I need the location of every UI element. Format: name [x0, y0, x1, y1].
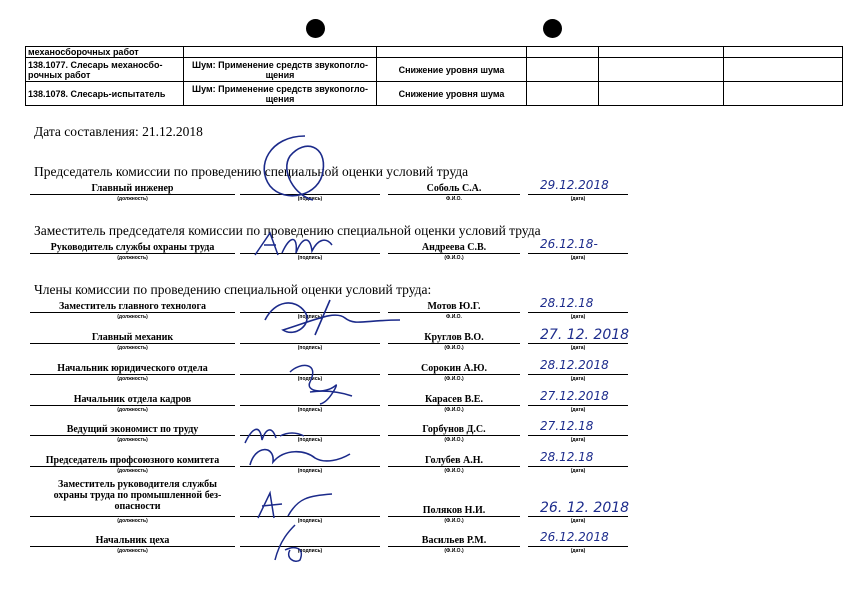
signature-caption: (подпись) — [297, 345, 323, 351]
workplace-cell: 138.1077. Слесарь механосбо-рочных работ — [26, 58, 184, 82]
name-caption: (Ф.И.О.) — [444, 548, 464, 554]
factor-cell: Шум: Применение средств звукопогло-щения — [184, 82, 377, 106]
date-handwritten: 28.12.2018 — [540, 358, 609, 372]
position-line — [30, 435, 235, 436]
name-text: Голубев А.Н. — [424, 455, 484, 466]
date-caption: (дата) — [570, 196, 586, 202]
deputy-section-title: Заместитель председателя комиссии по проведению специальной оценки условий труда — [34, 223, 541, 238]
name-caption: (Ф.И.О.) — [444, 518, 464, 524]
position-caption: (должность) — [117, 376, 148, 382]
position-text: Начальник юридического отдела — [57, 363, 208, 374]
name-caption: (Ф.И.О.) — [444, 255, 464, 261]
date-caption: (дата) — [570, 376, 586, 382]
position-caption: (должность) — [117, 314, 148, 320]
name-line — [388, 516, 520, 517]
position-text: Начальник цеха — [95, 535, 170, 546]
chairman-section-title: Председатель комиссии по проведению специальной оценки условий труда — [34, 164, 469, 179]
signature-member-3 — [280, 352, 360, 407]
measure-cell: Снижение уровня шума — [377, 58, 527, 82]
signature-member-1 — [255, 290, 405, 345]
date-line — [528, 374, 628, 375]
date-line — [528, 546, 628, 547]
name-caption: (Ф.И.О.) — [444, 468, 464, 474]
name-text: Андреева С.В. — [421, 242, 487, 253]
position-line — [30, 312, 235, 313]
date-caption: (дата) — [570, 468, 586, 474]
factor-cell: Шум: Применение средств звукопогло-щения — [184, 58, 377, 82]
name-line — [388, 466, 520, 467]
position-caption: (должность) — [117, 345, 148, 351]
date-line — [528, 435, 628, 436]
date-line — [528, 405, 628, 406]
date-caption: (дата) — [570, 314, 586, 320]
name-caption: (Ф.И.О.) — [444, 407, 464, 413]
measures-table — [25, 46, 843, 106]
workplace-cell: 138.1078. Слесарь-испытатель — [26, 82, 184, 106]
name-text: Сорокин А.Ю. — [420, 363, 488, 374]
signature-deputy — [250, 225, 340, 265]
date-handwritten: 27. 12. 2018 — [540, 327, 630, 343]
signature-caption: (подпись) — [297, 407, 323, 413]
date-caption: (дата) — [570, 407, 586, 413]
date-caption: (дата) — [570, 255, 586, 261]
measure-cell: Снижение уровня шума — [377, 82, 527, 106]
name-line — [388, 374, 520, 375]
date-line — [528, 343, 628, 344]
date-handwritten: 28.12.18 — [540, 296, 594, 310]
name-caption: (Ф.И.О.) — [444, 437, 464, 443]
date-caption: (дата) — [570, 548, 586, 554]
position-line — [30, 253, 235, 254]
signature-member-8 — [265, 520, 315, 565]
name-caption: Ф.И.О. — [446, 196, 462, 202]
signature-caption: (подпись) — [297, 518, 323, 524]
name-caption: (Ф.И.О.) — [444, 376, 464, 382]
position-caption: (должность) — [117, 407, 148, 413]
date-handwritten: 26.12.18- — [540, 237, 598, 251]
position-line — [30, 343, 235, 344]
signature-member-6 — [245, 440, 355, 470]
name-line — [388, 343, 520, 344]
name-line — [388, 194, 520, 195]
date-caption: (дата) — [570, 518, 586, 524]
date-caption: (дата) — [570, 437, 586, 443]
signature-caption: (подпись) — [297, 376, 323, 382]
date-caption: (дата) — [570, 345, 586, 351]
position-line — [30, 466, 235, 467]
name-text: Поляков Н.И. — [422, 505, 486, 516]
measure-cell — [377, 47, 527, 58]
name-line — [388, 405, 520, 406]
name-caption: (Ф.И.О.) — [444, 345, 464, 351]
date-handwritten: 27.12.2018 — [540, 389, 609, 403]
name-line — [388, 546, 520, 547]
position-text: Начальник отдела кадров — [73, 394, 192, 405]
date-compiled: Дата составления: 21.12.2018 — [34, 124, 203, 139]
position-text: Заместитель главного технолога — [58, 301, 207, 312]
position-text: Заместитель руководителя службы охраны труда по промышленной без-опасности — [53, 479, 222, 512]
name-caption: Ф.И.О. — [446, 314, 462, 320]
name-text: Васильев Р.М. — [421, 535, 487, 546]
table-row — [26, 58, 843, 82]
date-line — [528, 466, 628, 467]
position-caption: (должность) — [117, 548, 148, 554]
punch-hole-left — [306, 19, 325, 38]
signature-caption: (подпись) — [297, 255, 323, 261]
position-caption: (должность) — [117, 518, 148, 524]
signature-caption: (подпись) — [297, 548, 323, 554]
factor-cell — [184, 47, 377, 58]
position-caption: (должность) — [117, 196, 148, 202]
signature-member-7 — [248, 488, 338, 523]
date-line — [528, 253, 628, 254]
signature-caption: (подпись) — [297, 314, 323, 320]
signature-caption: (подпись) — [297, 468, 323, 474]
signature-caption: (подпись) — [297, 196, 323, 202]
position-text: Председатель профсоюзного комитета — [45, 455, 220, 466]
name-line — [388, 312, 520, 313]
position-line — [30, 405, 235, 406]
position-text: Главный механик — [91, 332, 174, 343]
position-text: Руководитель службы охраны труда — [50, 242, 215, 253]
name-line — [388, 253, 520, 254]
name-text: Карасев В.Е. — [425, 394, 483, 405]
signature-caption: (подпись) — [297, 437, 323, 443]
workplace-cell: механосборочных работ — [26, 47, 184, 58]
name-text: Круглов В.О. — [424, 332, 484, 343]
position-text: Главный инженер — [91, 183, 174, 194]
position-line — [30, 516, 235, 517]
position-line — [30, 374, 235, 375]
position-caption: (должность) — [117, 468, 148, 474]
members-section-title: Члены комиссии по проведению специальной оценки условий труда: — [34, 282, 432, 297]
position-line — [30, 194, 235, 195]
name-line — [388, 435, 520, 436]
name-text: Мотов Ю.Г. — [427, 301, 481, 312]
date-line — [528, 194, 628, 195]
position-line — [30, 546, 235, 547]
position-text: Ведущий экономист по труду — [66, 424, 199, 435]
date-line — [528, 516, 628, 517]
date-handwritten: 26. 12. 2018 — [540, 500, 630, 516]
position-caption: (должность) — [117, 437, 148, 443]
position-caption: (должность) — [117, 255, 148, 261]
table-row — [26, 82, 843, 106]
date-handwritten: 29.12.2018 — [540, 178, 609, 192]
date-handwritten: 27.12.18 — [540, 419, 594, 433]
date-line — [528, 312, 628, 313]
date-handwritten: 26.12.2018 — [540, 530, 609, 544]
name-text: Соболь С.А. — [426, 183, 482, 194]
date-handwritten: 28.12.18 — [540, 450, 594, 464]
table-row — [26, 47, 843, 58]
name-text: Горбунов Д.С. — [422, 424, 486, 435]
signature-chairman — [235, 126, 345, 206]
punch-hole-right — [543, 19, 562, 38]
